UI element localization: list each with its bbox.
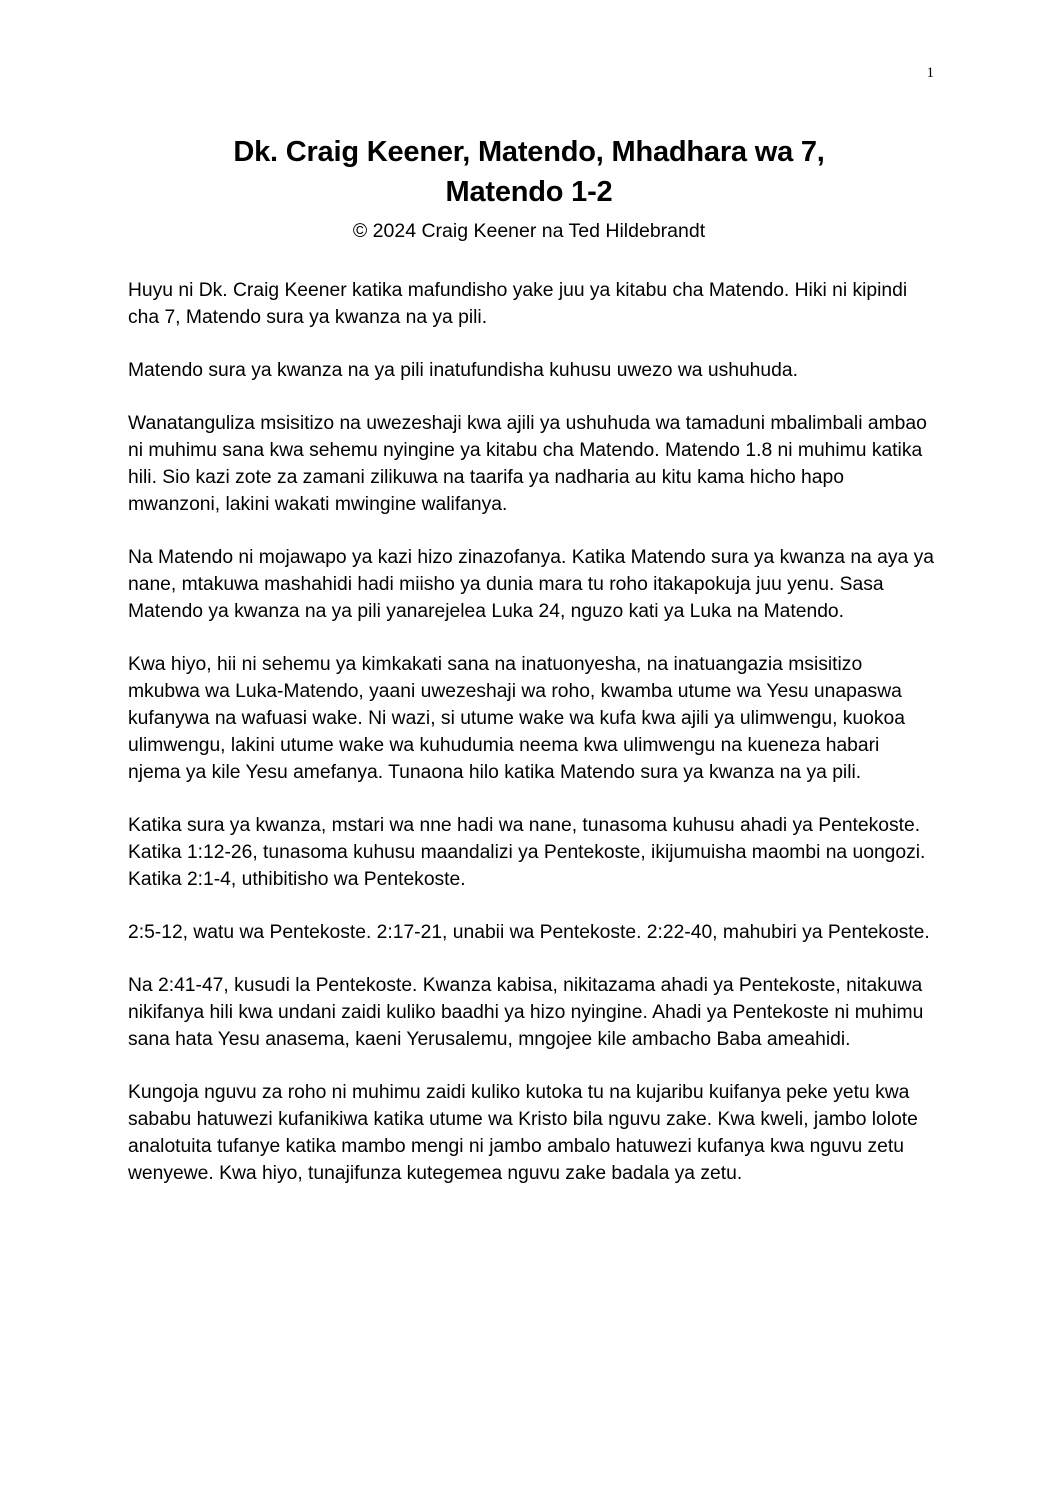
paragraph: Huyu ni Dk. Craig Keener katika mafundisho yake juu ya kitabu cha Matendo. Hiki ni kipindi cha 7, Matendo sura ya kwanza na ya pili. [128, 280, 908, 328]
page-title-line-2: Matendo 1-2 [445, 176, 613, 208]
document-header [128, 132, 930, 244]
paragraph: Kwa hiyo, hii ni sehemu ya kimkakati sana na inatuonyesha, na inatuangazia msisitizo mkubwa wa Luka-Matendo, yaani uwezeshaji wa roho, kwamba utume wa Yesu unapaswa kufanywa na wafuasi wake. Ni wazi, si utume wake wa kufa kwa ajili ya ulimwengu, kuokoa ulimwengu, lakini utume wake wa kuhudumia neema kwa ulimwengu na kueneza habari njema ya kile Yesu amefanya. Tunaona hilo katika Matendo sura ya kwanza na ya pili. [128, 654, 905, 783]
paragraph: Matendo sura ya kwanza na ya pili inatufundisha kuhusu uwezo wa ushuhuda. [128, 360, 798, 381]
page-number: 1 [926, 65, 934, 81]
paragraph: Katika sura ya kwanza, mstari wa nne hadi wa nane, tunasoma kuhusu ahadi ya Pentekoste. Katika 1:12-26, tunasoma kuhusu maandalizi ya Pentekoste, ikijumuisha maombi na uongozi. Katika 2:1-4, uthibitisho wa Pentekoste. [128, 815, 926, 890]
paragraph: Wanatanguliza msisitizo na uwezeshaji kwa ajili ya ushuhuda wa tamaduni mbalimbali ambao ni muhimu sana kwa sehemu nyingine ya kitabu cha Matendo. Matendo 1.8 ni muhimu katika hili. Sio kazi zote za zamani zilikuwa na taarifa ya nadharia au kitu kama hicho hapo mwanzoni, lakini wakati mwingine walifanya. [128, 413, 927, 515]
paragraph: Kungoja nguvu za roho ni muhimu zaidi kuliko kutoka tu na kujaribu kuifanya peke yetu kwa sababu hatuwezi kufanikiwa katika utume wa Kristo bila nguvu zake. Kwa kweli, jambo lolote analotuita tufanye katika mambo mengi ni jambo ambalo hatuwezi kufanya kwa nguvu zetu wenyewe. Kwa hiyo, tunajifunza kutegemea nguvu zake badala ya zetu. [128, 1082, 918, 1184]
page-title-line-1: Dk. Craig Keener, Matendo, Mhadhara wa 7, [233, 136, 825, 168]
paragraph: Na Matendo ni mojawapo ya kazi hizo zinazofanya. Katika Matendo sura ya kwanza na aya ya nane, mtakuwa mashahidi hadi miisho ya dunia mara tu roho itakapokuja juu yenu. Sasa Matendo ya kwanza na ya pili yanarejelea Luka 24, nguzo kati ya Luka na Matendo. [128, 547, 934, 622]
copyright-notice: © 2024 Craig Keener na Ted Hildebrandt [352, 220, 706, 242]
document-body [128, 277, 936, 1213]
paragraph: 2:5-12, watu wa Pentekoste. 2:17-21, unabii wa Pentekoste. 2:22-40, mahubiri ya Pentekoste. [128, 922, 930, 943]
paragraph: Na 2:41-47, kusudi la Pentekoste. Kwanza kabisa, nikitazama ahadi ya Pentekoste, nitakuwa nikifanya hili kwa undani zaidi kuliko baadhi ya hizo nyingine. Ahadi ya Pentekoste ni muhimu sana hata Yesu anasema, kaeni Yerusalemu, mngojee kile ambacho Baba ameahidi. [128, 975, 924, 1050]
